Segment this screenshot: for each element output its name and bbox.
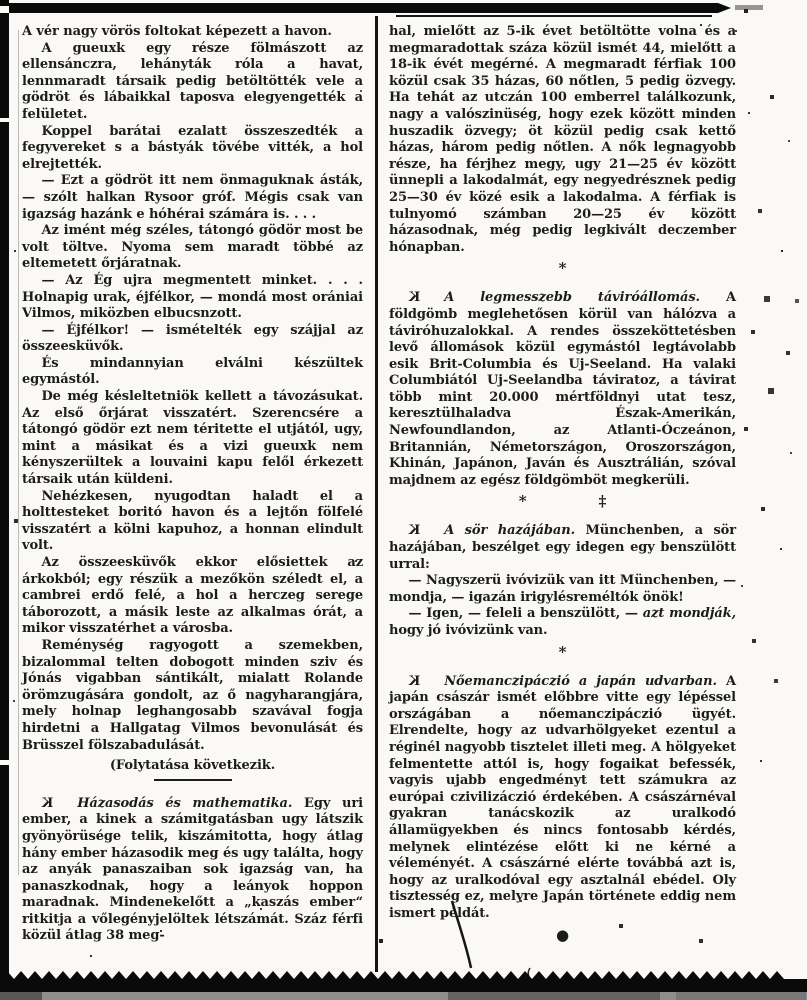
section-body-text: Egy uri ember, a kinek a számitgatásban ugy látszik gyönyörüsége telik, kiszámitotta, hogy átlag hány ember házasodik meg és ugy találta, hogy az anyák panaszaiban sok igazság van, ha panaszkodnak, hogy a leányok hoppon maradnak. Mindenekelőtt a „kaszás ember“ ritkitja a vőlegényjelöltek létszámát. Száz férfi közül átlag 38 meg- bbox=[22, 795, 363, 944]
section-separator bbox=[389, 259, 736, 278]
scan-top-edge-bar bbox=[8, 3, 718, 13]
section-separator bbox=[389, 925, 736, 944]
section-title: A sör hazájában. bbox=[444, 523, 576, 539]
scan-bottom-tear-bar bbox=[0, 971, 807, 992]
scan-footer-segment bbox=[448, 992, 660, 1000]
section-title: Házasodás és mathematika. bbox=[77, 795, 293, 811]
section-separator bbox=[389, 642, 736, 661]
column-divider-rule bbox=[375, 16, 378, 972]
article-paragraph: — Az Ég ujra megmentett minket. . . . Holnapig urak, éjfélkor, — mondá most orániai Vilmos, miközben elbucsnzott. bbox=[22, 272, 363, 322]
article-paragraph: A vér nagy vörös foltokat képezett a havon. bbox=[22, 24, 332, 39]
printers-mark-icon: K bbox=[408, 523, 420, 539]
article-paragraph: De még késleltetniök kellett a távozásukat. Az első őrjárat visszatért. Szerencsére a tátongó gödör ezt nem téritette el utjától, ugy, mint a másikat és a vizi gueuxk nem kényszerültek a louvaini kapu felől érkezett társaik után küldeni. bbox=[22, 389, 363, 488]
article-paragraph-continued: hal, mielőtt az 5-ik évet betöltötte volna és a megmaradottak száza közül ismét 44, mielőtt a 18-ik évét megérné. A megmaradt férfiak 100 közül csak 35 házas, 60 nőtlen, 5 pedig özvegy. Ha tehát az utczán 100 emberrel találkozunk, nagy a valószinüség, hogy ezek között minden huszadik özvegy; öt közül pedig csak kettő házas, három pedig nőtlen. A nők legnagyobb része, ha férjhez megy, ugy 21—25 év között ünnepli a lakodalmát, egy negyedrésznek pedig 25—30 év közé esik a lakodalma. A férfiak is tulnyomó számban 20—25 év között házasodnak, még pedig legkivált deczember hónapban. bbox=[389, 24, 736, 255]
scan-edge-notch bbox=[0, 760, 9, 765]
printers-mark-icon: K bbox=[408, 673, 420, 689]
asterisk-separator-icon: * bbox=[558, 642, 567, 661]
section-separator bbox=[389, 492, 736, 511]
scan-smudge bbox=[735, 5, 763, 10]
scan-footer-segment bbox=[0, 992, 42, 1000]
scan-footer-segment bbox=[676, 992, 806, 1000]
printers-mark-icon: K bbox=[41, 795, 53, 811]
news-item-emancipation-japan bbox=[389, 674, 736, 923]
article-paragraph: A gueuxk egy része fölmászott az ellensánczra, lehányták róla a havat, lennmaradt társaik pedig betöltötték vele a gödröt és lábaikkal taposva elegyengették a felületet. bbox=[22, 40, 363, 122]
scan-left-edge-bar bbox=[0, 0, 9, 980]
scan-top-edge-subline bbox=[396, 15, 712, 17]
article-paragraph: Koppel barátai ezalatt összeszedték a fegyvereket s a bástyák tövébe vitték, a hol elrejtették. bbox=[22, 123, 363, 172]
section-title: Nőemanczipáczió a japán udvarban. bbox=[444, 673, 717, 689]
dialog-line bbox=[389, 606, 736, 639]
printers-mark-icon: K bbox=[408, 290, 420, 306]
paper-fold-line bbox=[18, 30, 19, 875]
article-paragraph: És mindannyian elválni készültek egymástól. bbox=[22, 355, 363, 388]
dialog-line: — Nagyszerü ivóvizük van itt Münchenben, — mondja, — igazán irigylésreméltók önök! bbox=[389, 573, 736, 605]
article-paragraph: — Éjfélkor! — ismételték egy szájjal az összeesküvők. bbox=[22, 322, 363, 355]
section-title: A legmesszebb táviróállomás. bbox=[444, 290, 700, 306]
continuation-note: (Folytatása következik. bbox=[109, 758, 276, 774]
dagger-separator-icon: ‡ bbox=[598, 492, 607, 511]
article-paragraph: — Ezt a gödröt itt nem önmaguknak ásták, — szólt halkan Rysoor gróf. Mégis csak van igazság hazánk e hóhérai számára is. . . . bbox=[22, 173, 363, 222]
section-body-text: Münchenben, a sör hazájában, beszélget egy idegen egy benszülött urral: bbox=[389, 523, 736, 572]
emphasized-phrase: azt mondják, bbox=[642, 606, 736, 622]
article-paragraph: Nehézkesen, nyugodtan haladt el a holttesteket boritó havon és a lejtőn fölfelé visszatért a kölni kapuhoz, a honnan elindult volt. bbox=[22, 488, 363, 554]
scan-edge-notch bbox=[0, 6, 9, 13]
dialog-text-segment: hogy jó ivóvizünk van. bbox=[389, 623, 548, 638]
left-column bbox=[22, 24, 363, 945]
article-paragraph: Az összeesküvők ekkor elősiettek az árkokból; egy részük a mezőkön széledt el, a cambrei erdő felé, a hol a herczeg serege táborozott, a másik leste az alkalmas órát, a mikor visszatérhet a városba. bbox=[22, 555, 363, 637]
scan-edge-notch bbox=[0, 118, 9, 122]
asterisk-separator-icon: * bbox=[518, 492, 527, 511]
news-item-telegraph-station bbox=[389, 290, 736, 489]
dialog-text-segment: — Igen, — feleli a benszülött, — bbox=[408, 606, 643, 622]
news-item-beer-homeland bbox=[389, 523, 736, 573]
article-paragraph: Az imént még széles, tátongó gödör most be volt töltve. Nyoma sem maradt többé az eltemetett őrjáratnak. bbox=[22, 223, 363, 272]
right-column bbox=[389, 24, 736, 945]
scan-speckles bbox=[0, 0, 2, 2]
continuation-divider bbox=[154, 779, 232, 781]
article-paragraph: Reménység ragyogott a szemekben, bizalommal telten dobogott minden sziv és Jónás vigabban sántikált, mialatt Rolande örömzugására gondolt, az ő nagyharangjára, mely holnap leghangosabb szavával fogja hirdetni a Hallgatag Vilmos bevonulását és Brüsszel fölszabadulását. bbox=[22, 637, 363, 753]
section-body-text: A földgömb meglehetősen körül van hálózva a táviróhuzalokkal. A rendes összeköttetésben levő állomások közül egymástól legtávolabb esik Brit-Columbia és Uj-Seeland. Ha valaki Columbiától Uj-Seelandba táviratoz, a távirat több mint 20.000 mértföldnyi utat tesz, keresztülhaladva Észak-Amerikán, Newfoundlandon, az Atlanti-Óczeánon, Britannián, Németországon, Oroszországon, Khinán, Japánon, Javán és Ausztrálián, szóval majdnem az egész földgömböt megkerüli. bbox=[389, 290, 736, 488]
news-item-marriage-math bbox=[22, 796, 363, 945]
dot-separator-icon: ● bbox=[556, 925, 569, 944]
asterisk-separator-icon: * bbox=[558, 259, 567, 278]
section-body-text: A japán császár ismét előbbre vitte egy lépéssel országában a nőemanczipáczió ügyét. Elrendelte, hogy az udvarhölgyeket ezentul a réginél nagyobb tisztelet illeti meg. A hölgyeket felmentette attól is, hogy fogaikat befessék, vagyis ujabb engedményt tett számukra az európai czivilizáczió érdekében. A császárnéval gyakran tanácskozik az uralkodó államügyekben és nincs fontosabb kérdés, melynek elintézése előtt ki ne kérné a véleményét. A császárné elérte továbbá azt is, hogy az uralkodóval egy asztalnál ebédel. Oly tisztesség ez, melyre Japán története eddig nem ismert példát. bbox=[389, 673, 736, 921]
scan-footer-strip bbox=[0, 992, 807, 1000]
